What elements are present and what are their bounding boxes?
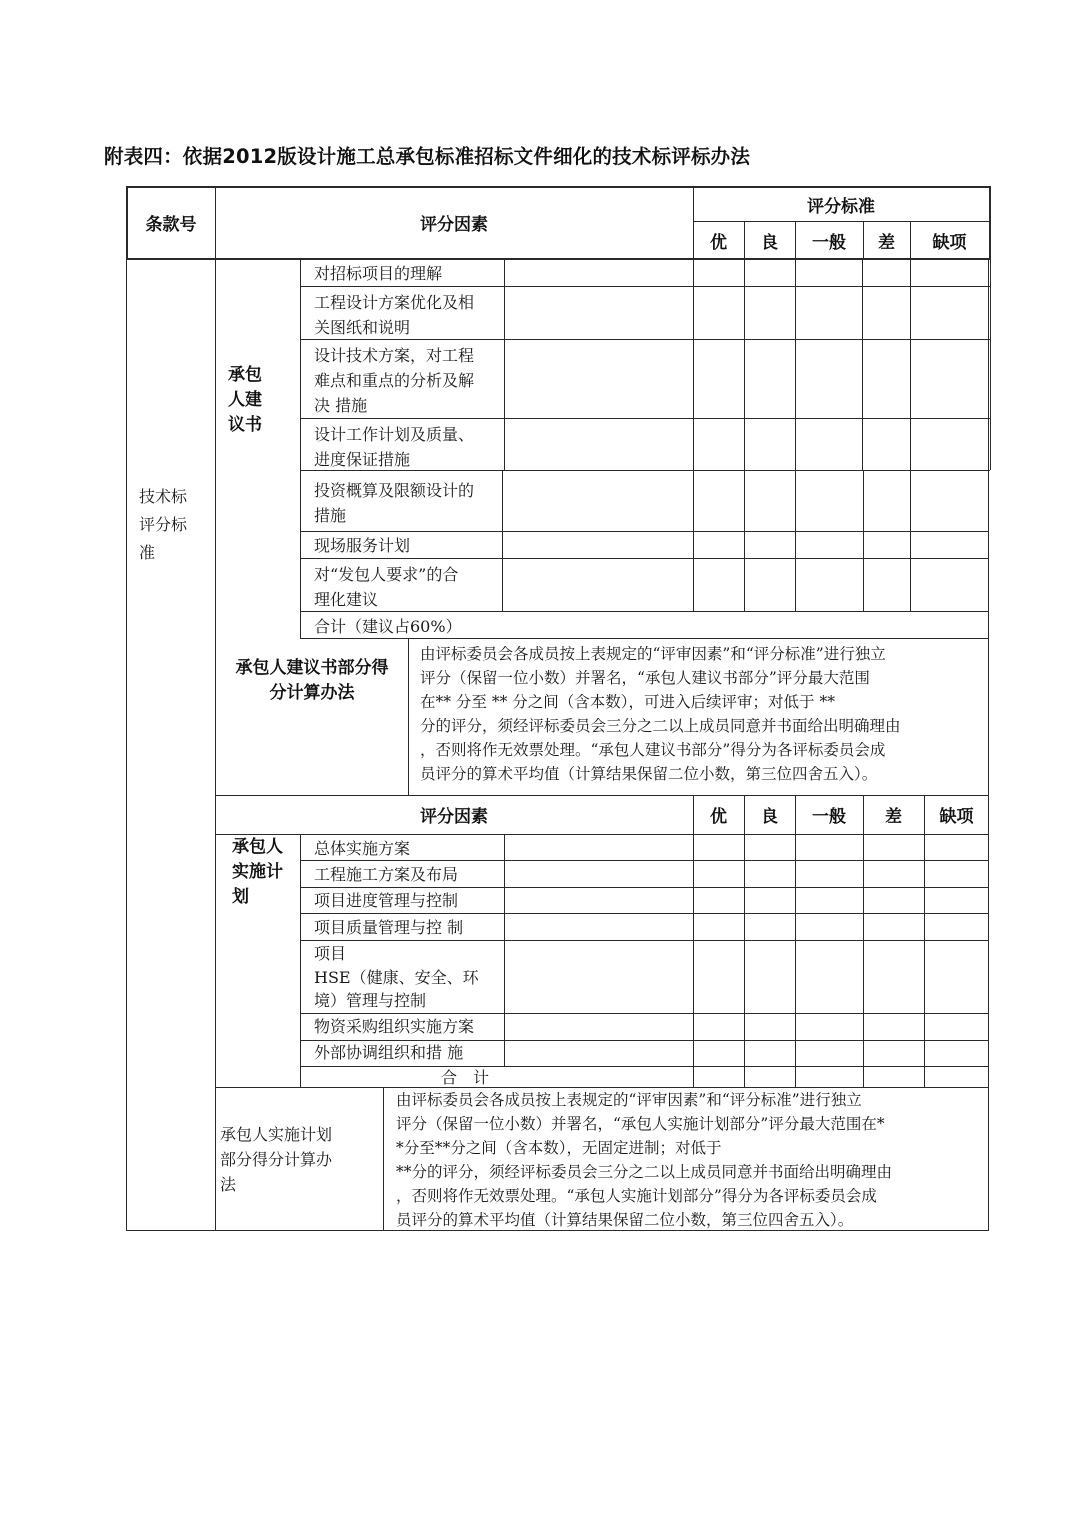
header-clause-no: 条款号 bbox=[145, 215, 197, 235]
proposal-item-1: 对招标项目的理解 bbox=[314, 264, 443, 283]
table-grid-line bbox=[300, 558, 988, 559]
table-grid-line bbox=[504, 834, 505, 1066]
plan-item-2: 工程施工方案及布局 bbox=[314, 865, 459, 884]
header-grade-poor: 差 bbox=[878, 232, 895, 253]
table-grid-line bbox=[300, 913, 988, 914]
table-grid-line bbox=[989, 186, 991, 259]
table-grid-line bbox=[862, 258, 863, 470]
table-grid-line bbox=[504, 258, 505, 470]
table-grid-line bbox=[300, 418, 990, 419]
header-standard: 评分标准 bbox=[807, 197, 875, 217]
plan-item-7: 外部协调组织和措 施 bbox=[314, 1043, 464, 1062]
table-grid-line bbox=[408, 638, 409, 795]
table-grid-line bbox=[863, 795, 864, 1087]
plan-grade-poor: 差 bbox=[885, 807, 902, 827]
proposal-item-5: 投资概算及限额设计的 措施 bbox=[314, 481, 475, 525]
section-proposal-title: 承包 人建 议书 bbox=[228, 365, 262, 435]
table-grid-line bbox=[795, 795, 796, 1087]
plan-total: 合 计 bbox=[440, 1068, 489, 1087]
plan-grade-good: 良 bbox=[761, 807, 778, 827]
proposal-item-7: 对“发包人要求”的合 理化建议 bbox=[314, 565, 459, 609]
plan-header-factors: 评分因素 bbox=[420, 807, 488, 827]
plan-item-4: 项目质量管理与控 制 bbox=[314, 918, 464, 937]
proposal-total: 合计（建议占60%） bbox=[314, 617, 462, 636]
table-grid-line bbox=[990, 258, 991, 470]
section-plan-title: 承包人 实施计 划 bbox=[232, 837, 283, 907]
plan-method-label: 承包人实施计划 部分得分计算办 法 bbox=[220, 1125, 333, 1194]
plan-item-1: 总体实施方案 bbox=[314, 839, 411, 858]
table-grid-line bbox=[215, 834, 988, 835]
table-grid-line bbox=[924, 795, 925, 1087]
table-grid-line bbox=[300, 834, 301, 1087]
table-grid-line bbox=[502, 470, 503, 611]
document-title: 附表四：依据2012版设计施工总承包标准招标文件细化的技术标评标办法 bbox=[104, 145, 751, 168]
proposal-item-3: 设计技术方案，对工程 难点和重点的分析及解 决 措施 bbox=[314, 346, 475, 415]
table-grid-line bbox=[988, 258, 989, 1231]
proposal-item-4: 设计工作计划及质量、 进度保证措施 bbox=[314, 425, 475, 469]
table-grid-line bbox=[693, 795, 694, 1087]
header-grade-missing: 缺项 bbox=[932, 232, 967, 253]
plan-grade-missing: 缺项 bbox=[939, 807, 974, 827]
table-grid-line bbox=[383, 1087, 384, 1231]
clause-label-technical: 技术标 评分标 准 bbox=[139, 487, 188, 562]
proposal-item-2: 工程设计方案优化及相 关图纸和说明 bbox=[314, 293, 475, 337]
proposal-item-6: 现场服务计划 bbox=[314, 536, 411, 555]
plan-item-6: 物资采购组织实施方案 bbox=[314, 1017, 475, 1036]
plan-grade-average: 一般 bbox=[812, 807, 846, 827]
header-grade-excellent: 优 bbox=[710, 232, 727, 253]
header-grade-good: 良 bbox=[761, 232, 778, 253]
table-grid-line bbox=[863, 470, 864, 611]
header-factors: 评分因素 bbox=[420, 215, 488, 235]
table-grid-line bbox=[126, 258, 990, 260]
table-grid-line bbox=[300, 531, 988, 532]
header-grade-average: 一般 bbox=[812, 232, 846, 253]
table-grid-line bbox=[300, 286, 990, 287]
table-grid-line bbox=[215, 258, 216, 1231]
table-grid-line bbox=[300, 258, 301, 638]
table-grid-line bbox=[300, 940, 988, 941]
table-grid-line bbox=[744, 795, 745, 1087]
plan-grade-excellent: 优 bbox=[710, 807, 727, 827]
plan-item-5: 项目 HSE（健康、安全、环 境）管理与控制 bbox=[314, 944, 479, 1010]
proposal-method-label: 承包人建议书部分得 分计算办法 bbox=[235, 658, 389, 703]
plan-item-3: 项目进度管理与控制 bbox=[314, 891, 459, 910]
plan-method-text: 由评标委员会各成员按上表规定的“评审因素”和“评分标准”进行独立 评分（保留一位小数）并署名，“承包人实施计划部分”评分最大范围在* *分至**分之间（含本数），无固定进制；对低于 **分的评分，须经评标委员会三分之二以上成员同意并书面给出明确理由 ，否则将作无效票处理。“承包人实施计划部分”得分为各评标委员会成 员评分的算术平均值（计算结果保留二位小数，第三位四舍五入）。 bbox=[396, 1091, 893, 1229]
proposal-method-text: 由评标委员会各成员按上表规定的“评审因素”和“评分标准”进行独立 评分（保留一位小数）并署名，“承包人建议书部分”评分最大范围 在** 分至 ** 分之间（含本数），可进入后续评审；对低于 ** 分的评分，须经评标委员会三分之二以上成员同意并书面给出明确理由 ，否则将作无效票处理。“承包人建议书部分”得分为各评标委员会成 员评分的算术平均值（计算结果保留二位小数，第三位四舍五入）。 bbox=[420, 645, 901, 783]
table-grid-line bbox=[126, 258, 127, 1231]
